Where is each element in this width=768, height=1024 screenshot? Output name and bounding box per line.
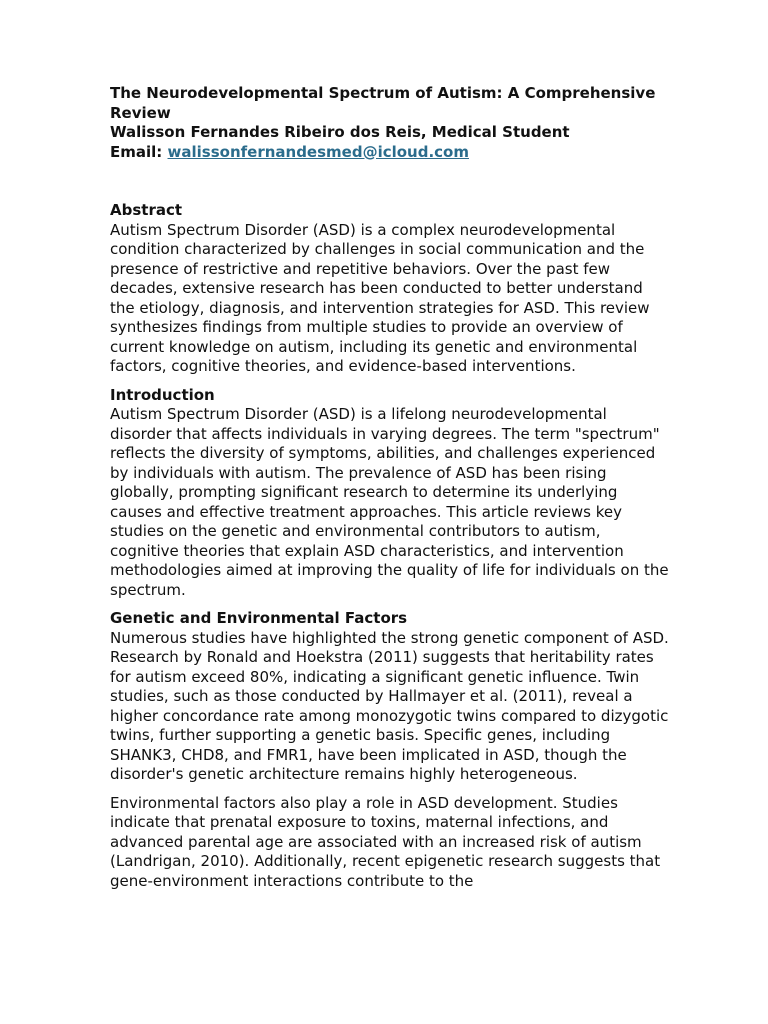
genetic-paragraph-2: Environmental factors also play a role in ASD development. Studies indicate that prenatal exposure to toxins, maternal infections, and advanced parental age are associated with an increased risk of autism (Landrigan, 2010). Additionally, recent epigenetic research suggests that gene-environment interactions contribute to the xyxy=(110,793,661,890)
email-link[interactable]: walissonfernandesmed@icloud.com xyxy=(167,142,469,161)
abstract-heading: Abstract xyxy=(110,201,183,219)
introduction-heading: Introduction xyxy=(110,385,215,404)
author-line: Walisson Fernandes Ribeiro dos Reis, Medical Student xyxy=(110,123,570,141)
genetic-section xyxy=(110,609,670,891)
introduction-paragraph: Autism Spectrum Disorder (ASD) is a lifelong neurodevelopmental disorder that affects individuals in varying degrees. The term "spectrum" reflects the diversity of symptoms, abilities, and challenges experienced by individuals with autism. The prevalence of ASD has been rising globally, prompting significant research to determine its underlying causes and effective treatment approaches. This article reviews key studies on the genetic and environmental contributors to autism, cognitive theories that explain ASD characteristics, and intervention methodologies aimed at improving the quality of life for individuals on the spectrum. xyxy=(110,405,669,599)
email-line xyxy=(110,143,670,163)
genetic-paragraph-1: Numerous studies have highlighted the strong genetic component of ASD. Research by Ronald and Hoekstra (2011) suggests that heritability rates for autism exceed 80%, indicating a significant genetic influence. Twin studies, such as those conducted by Hallmayer et al. (2011), reveal a higher concordance rate among monozygotic twins compared to dizygotic twins, further supporting a genetic basis. Specific genes, including SHANK3, CHD8, and FMR1, have been implicated in ASD, though the disorder's genetic architecture remains highly heterogeneous. xyxy=(110,628,669,783)
introduction-section xyxy=(110,386,670,601)
abstract-paragraph: Autism Spectrum Disorder (ASD) is a complex neurodevelopmental condition characterized by challenges in social communication and the presence of restrictive and repetitive behaviors. Over the past few decades, extensive research has been conducted to better understand the etiology, diagnosis, and intervention strategies for ASD. This review synthesizes findings from multiple studies to provide an overview of current knowledge on autism, including its genetic and environmental factors, cognitive theories, and evidence-based interventions. xyxy=(110,220,650,375)
header-spacer xyxy=(110,162,670,201)
abstract-section xyxy=(110,201,670,377)
genetic-heading: Genetic and Environmental Factors xyxy=(110,609,408,627)
email-label: Email: xyxy=(110,142,168,161)
header-block xyxy=(110,84,670,162)
paper-title: The Neurodevelopmental Spectrum of Autism: A Comprehensive Review xyxy=(110,84,656,122)
document-page xyxy=(110,84,670,900)
